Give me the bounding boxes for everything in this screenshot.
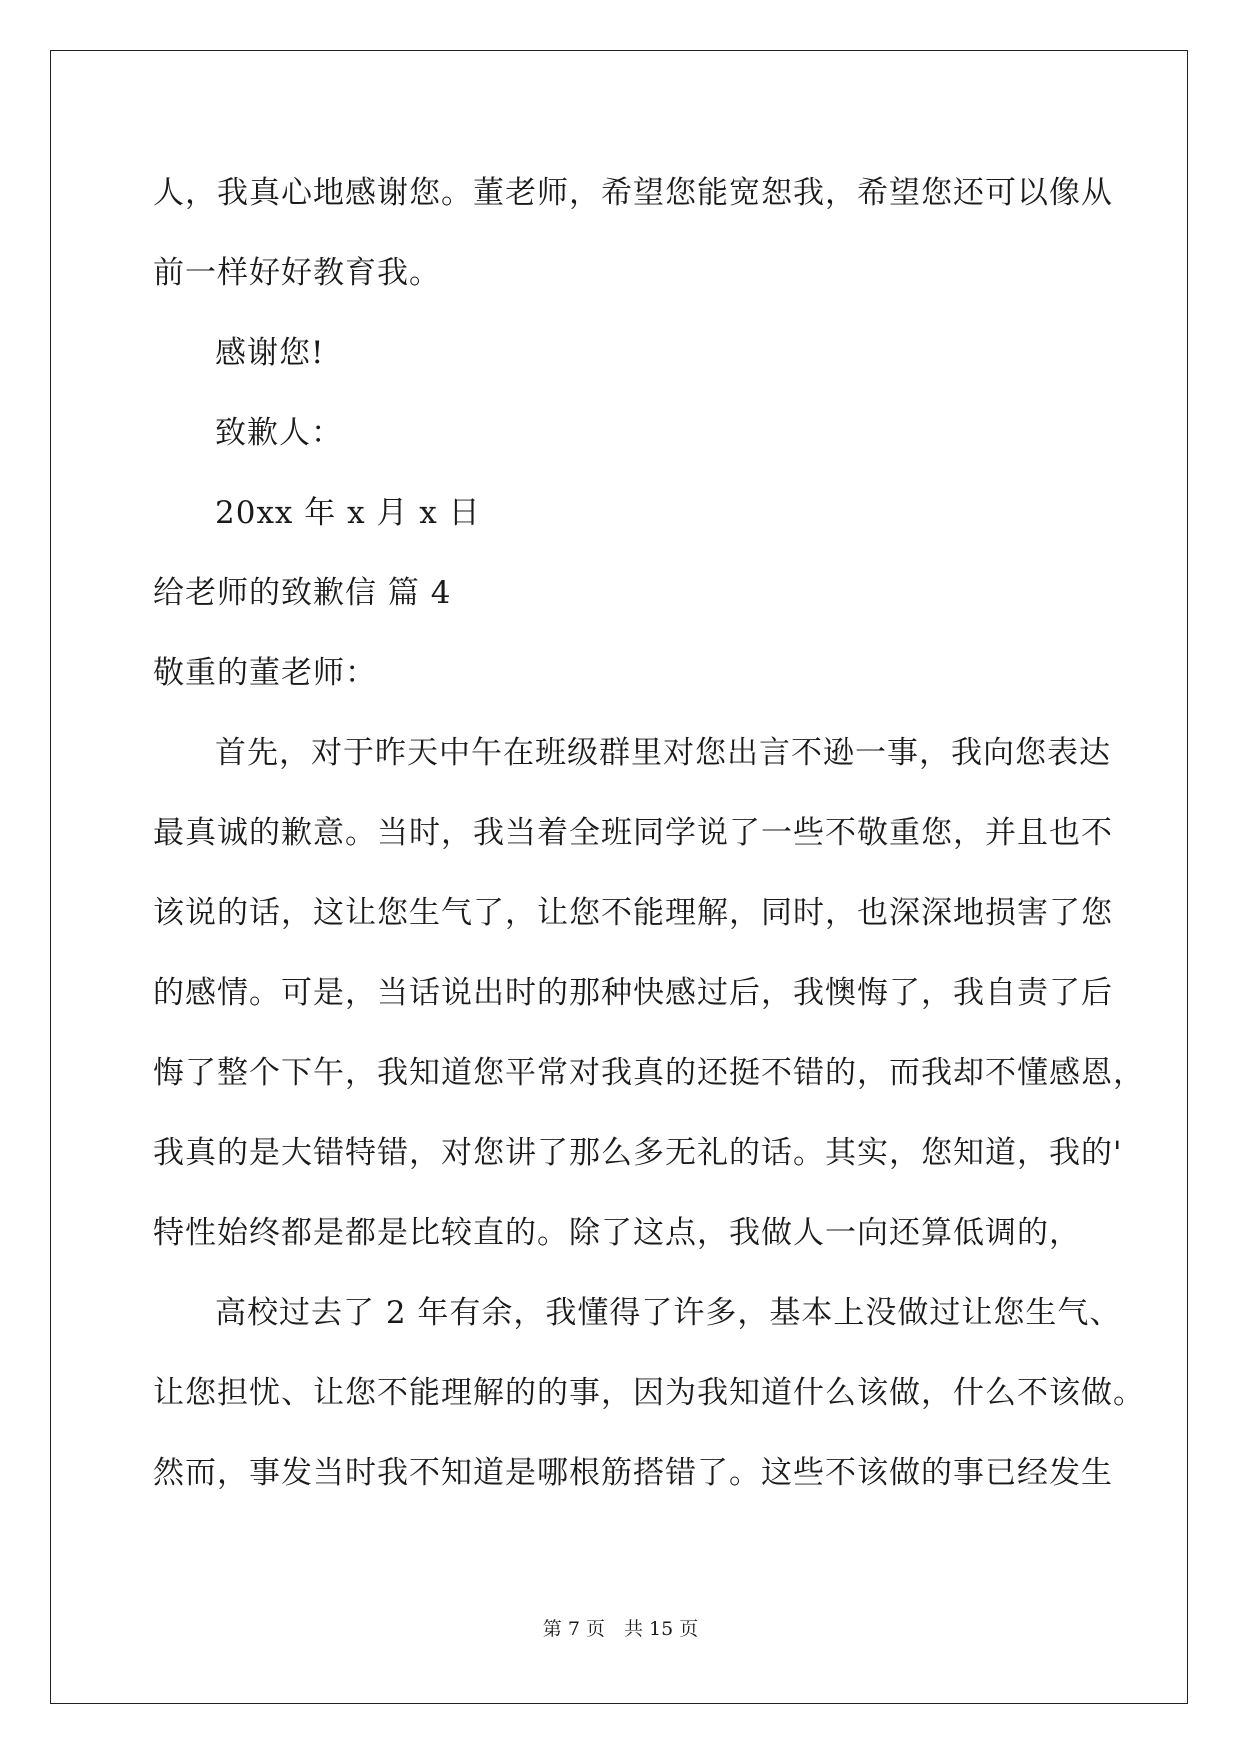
body-line-12: 然而，事发当时我不知道是哪根筋搭错了。这些不该做的事已经发生	[153, 1455, 1113, 1491]
body-line-11: 让您担忧、让您不能理解的的事，因为我知道什么该做，什么不该做。	[153, 1375, 1145, 1411]
body-line-9: 特性始终都是都是比较直的。除了这点，我做人一向还算低调的，	[153, 1215, 1081, 1251]
body-line-5: 该说的话，这让您生气了，让您不能理解，同时，也深深地损害了您	[153, 895, 1113, 931]
body-line-3: 首先，对于昨天中午在班级群里对您出言不逊一事，我向您表达	[215, 735, 1111, 771]
section-heading: 给老师的致歉信 篇 4	[153, 575, 452, 611]
letter-date: 20xx 年 x 月 x 日	[215, 495, 481, 531]
salutation: 敬重的董老师：	[153, 655, 377, 691]
body-line-4: 最真诚的歉意。当时，我当着全班同学说了一些不敬重您，并且也不	[153, 815, 1113, 851]
page-number-footer: 第 7 页 共 15 页	[542, 1618, 699, 1640]
body-line-10: 高校过去了 2 年有余，我懂得了许多，基本上没做过让您生气、	[215, 1295, 1122, 1331]
body-line-7: 悔了整个下午，我知道您平常对我真的还挺不错的，而我却不懂感恩，	[153, 1055, 1145, 1091]
body-line-8: 我真的是大错特错，对您讲了那么多无礼的话。其实，您知道，我的'	[153, 1135, 1123, 1171]
body-line-2: 前一样好好教育我。	[153, 255, 441, 291]
signature-label: 致歉人：	[215, 415, 343, 451]
body-line-1: 人，我真心地感谢您。董老师，希望您能宽恕我，希望您还可以像从	[153, 175, 1113, 211]
closing-thanks: 感谢您!	[215, 335, 325, 371]
body-line-6: 的感情。可是，当话说出时的那种快感过后，我懊悔了，我自责了后	[153, 975, 1113, 1011]
